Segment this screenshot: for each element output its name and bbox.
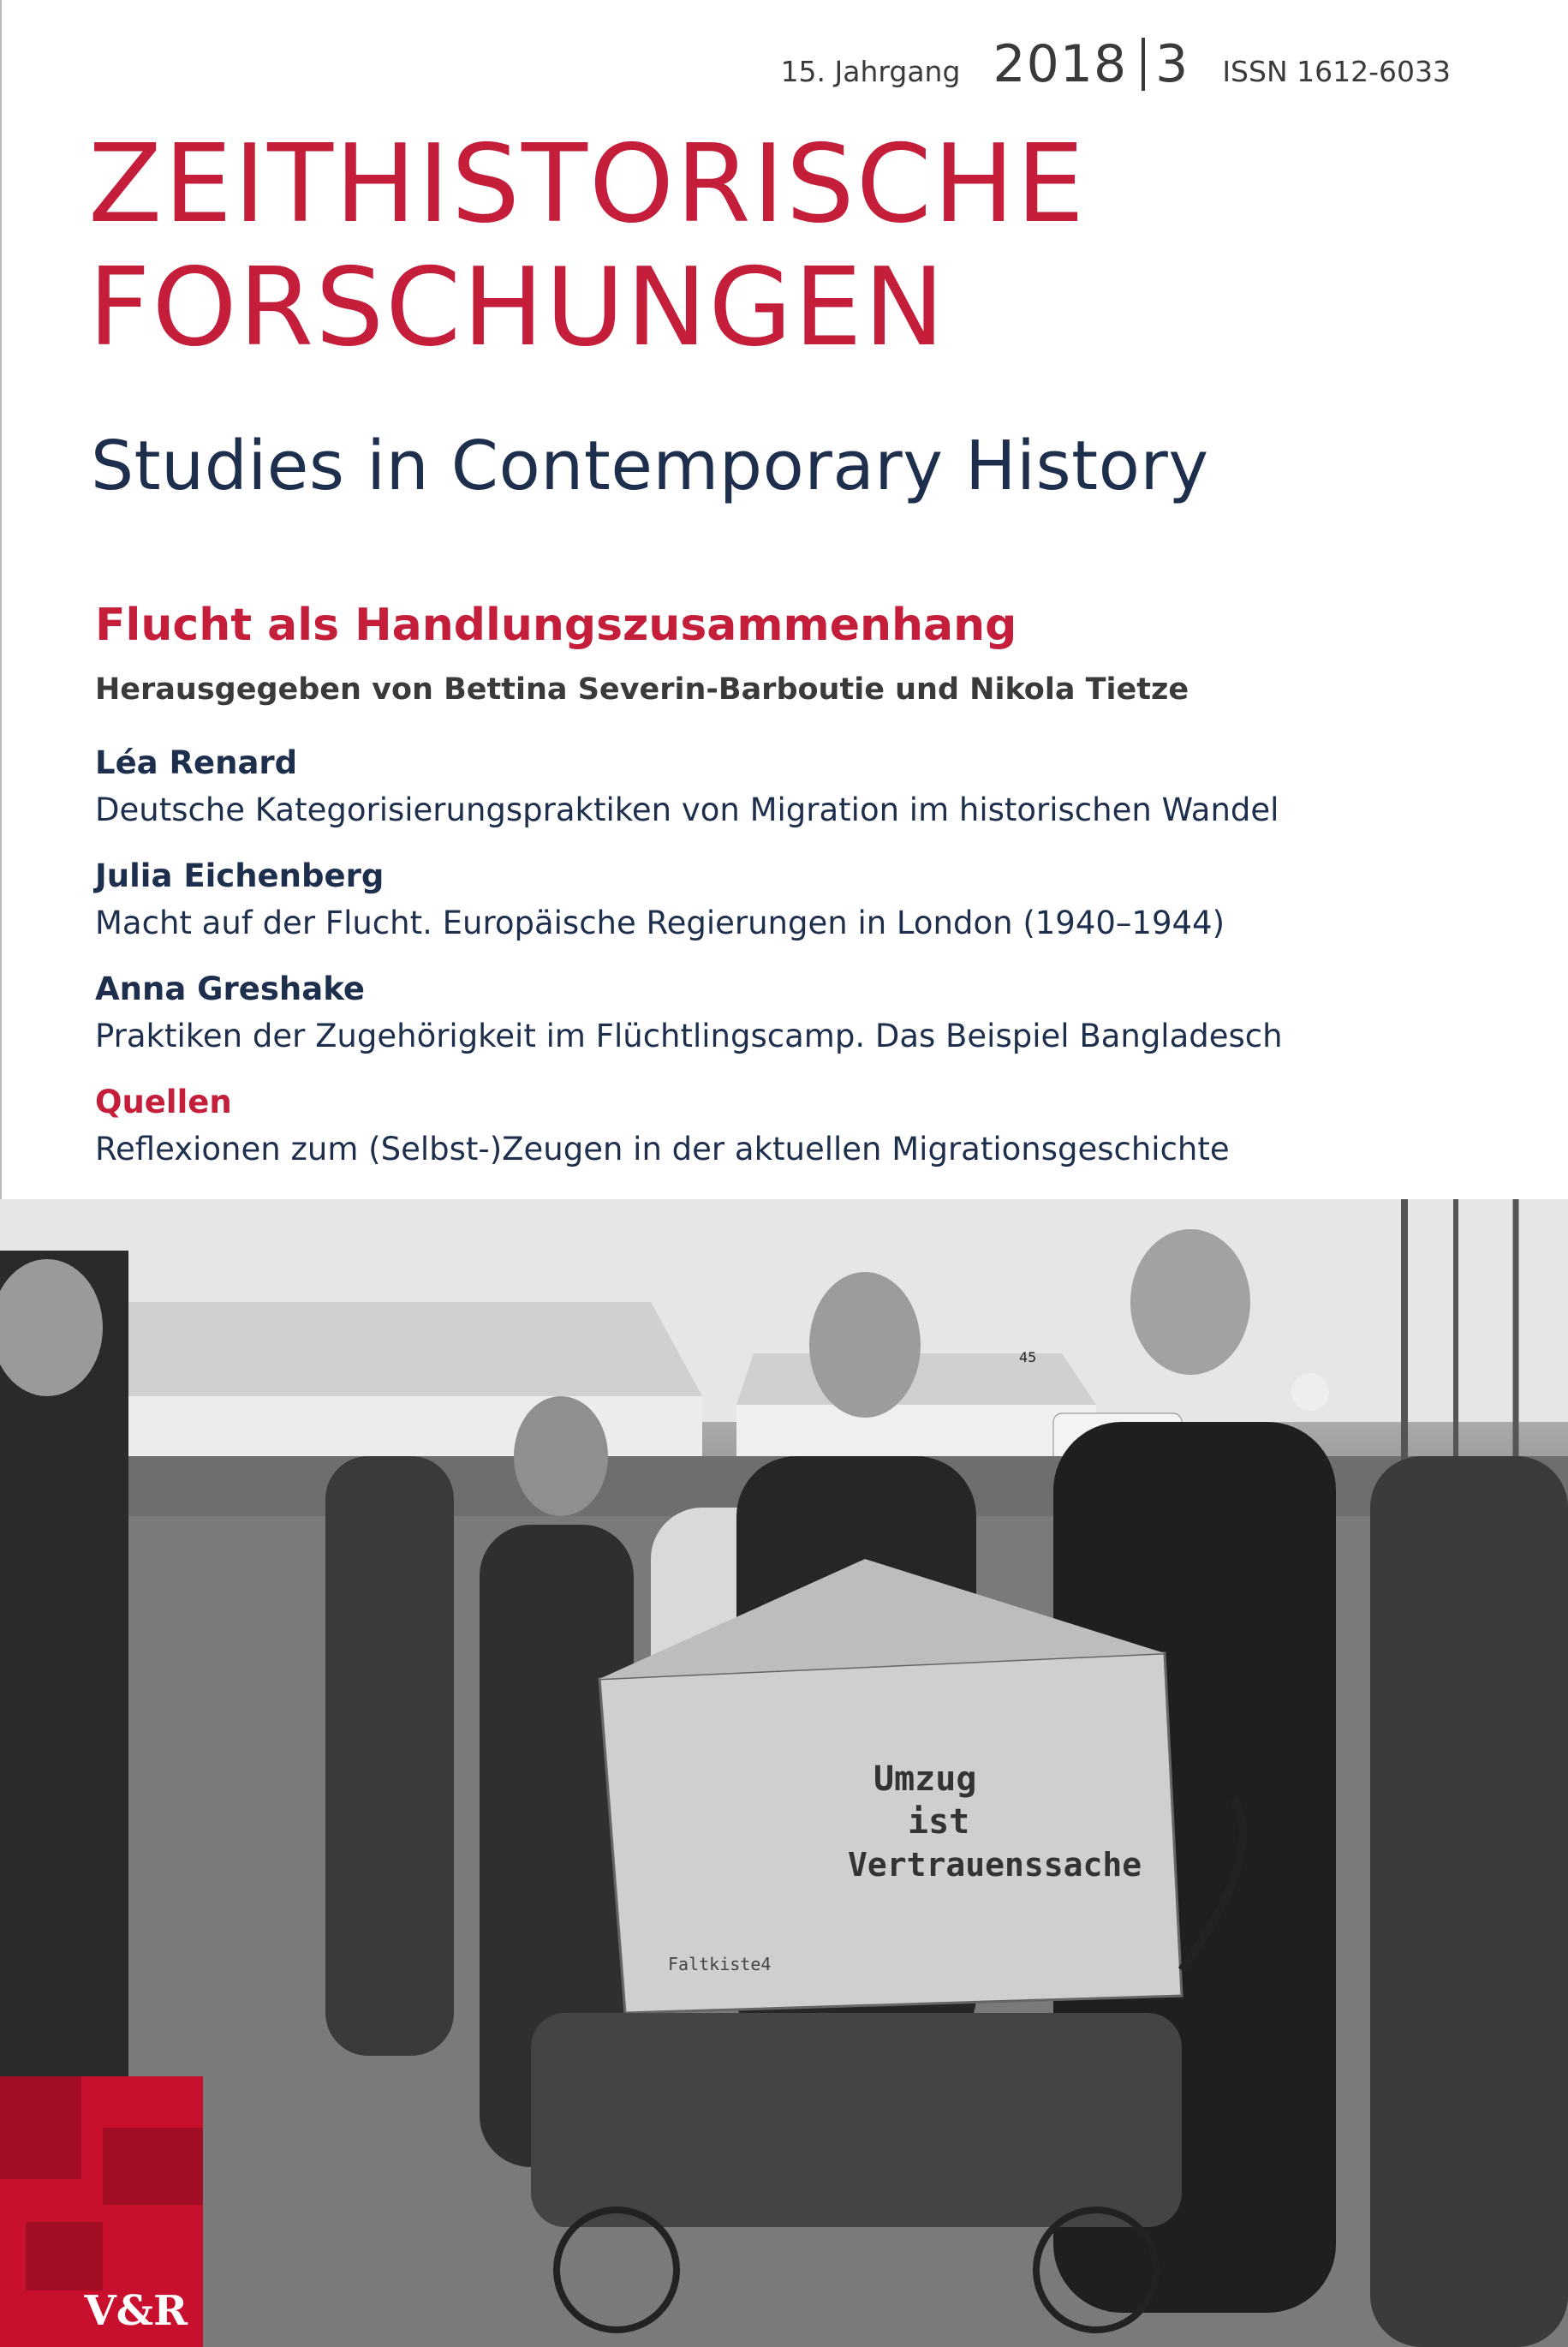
contents-entry	[95, 1080, 1283, 1174]
journal-title-line1: ZEITHISTORISCHE	[88, 121, 1087, 247]
boy-face	[514, 1396, 608, 1516]
entry-title: Macht auf der Flucht. Europäische Regierungen in London (1940–1944)	[95, 905, 1225, 941]
man-face	[809, 1272, 921, 1418]
publisher-logo: V&R	[84, 2287, 188, 2335]
contents-entry	[95, 854, 1283, 948]
box-text-line2: ist	[908, 1802, 970, 1842]
issue-number: 3	[1155, 34, 1189, 94]
woman-face	[1130, 1229, 1250, 1375]
contents-entry	[95, 967, 1283, 1061]
volume-label: 15. Jahrgang	[780, 55, 961, 88]
badge-tile	[0, 2076, 81, 2179]
barrack-roof	[51, 1302, 702, 1396]
entry-title: Reflexionen zum (Selbst-)Zeugen in der aktuellen Migrationsgeschichte	[95, 1131, 1230, 1168]
issn-label: ISSN 1612-6033	[1222, 55, 1451, 88]
journal-subtitle: Studies in Contemporary History	[91, 427, 1209, 505]
entry-author: Julia Eichenberg	[95, 857, 385, 894]
pram-body	[531, 2013, 1182, 2227]
photo-scene	[0, 1199, 1568, 2347]
entry-title: Deutsche Kategorisierungspraktiken von Migration im historischen Wandel	[95, 791, 1279, 828]
wall-number: 45	[1019, 1349, 1037, 1365]
issue-year: 2018	[993, 34, 1128, 94]
box-text-line3: Vertrauenssache	[848, 1846, 1142, 1884]
left-edge-rule	[0, 0, 2, 1199]
person-standing	[325, 1456, 454, 2056]
red-cross-armband	[1291, 1373, 1329, 1411]
box-text-line1: Umzug	[873, 1759, 977, 1799]
person-right	[1370, 1456, 1568, 2347]
entry-title: Praktiken der Zugehörigkeit im Flüchtlingscamp. Das Beispiel Bangladesch	[95, 1018, 1283, 1054]
table-of-contents	[95, 741, 1283, 1193]
entry-section-label: Quellen	[95, 1084, 232, 1120]
cover-photograph	[0, 1199, 1568, 2347]
issue-theme-title: Flucht als Handlungszusammenhang	[95, 600, 1017, 651]
contents-entry	[95, 741, 1283, 835]
journal-title-line2: FORSCHUNGEN	[88, 244, 946, 370]
entry-author: Léa Renard	[95, 744, 298, 781]
entry-author: Anna Greshake	[95, 970, 365, 1007]
journal-title	[88, 122, 1086, 369]
badge-tile	[103, 2128, 203, 2205]
box-small-text: Faltkiste4	[668, 1954, 772, 1974]
issue-editors: Herausgegeben von Bettina Severin-Barboutie und Nikola Tietze	[95, 672, 1189, 707]
issue-separator	[1142, 38, 1145, 91]
badge-tile	[26, 2222, 103, 2290]
publisher-badge	[0, 2076, 203, 2347]
issue-meta	[781, 34, 1451, 94]
